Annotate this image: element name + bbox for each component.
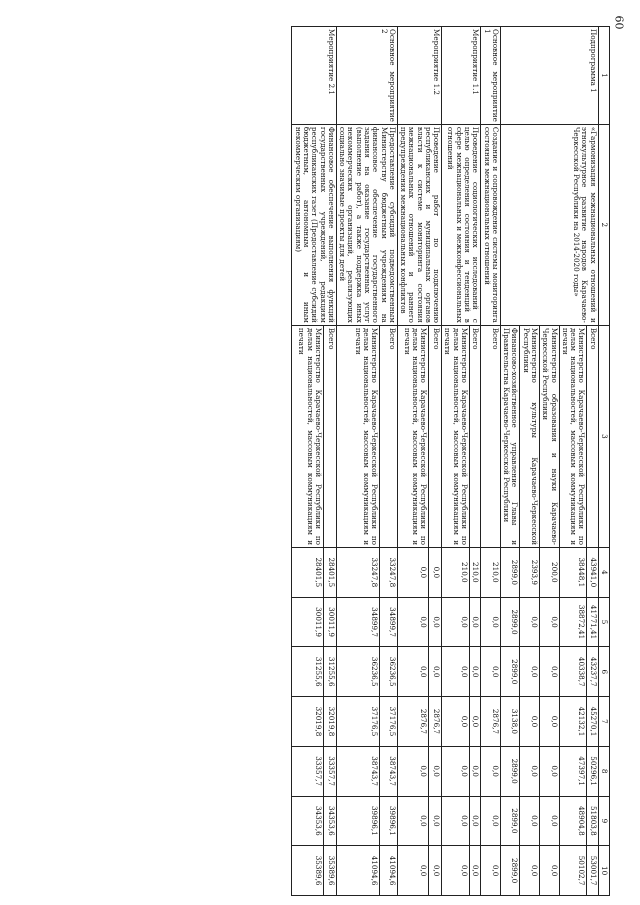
budget-value: 0,0 bbox=[397, 846, 429, 896]
budget-value: 38448,1 bbox=[559, 547, 587, 597]
budget-value: 0,0 bbox=[442, 697, 470, 747]
executor-name: Министерство образования и науки Карачаево-Черкесской Республики bbox=[540, 325, 560, 547]
column-header: 8 bbox=[598, 746, 609, 796]
budget-value: 37176,5 bbox=[336, 697, 379, 747]
budget-value: 38743,7 bbox=[336, 746, 379, 796]
budget-value: 41771,41 bbox=[587, 597, 598, 647]
budget-value: 34899,7 bbox=[336, 597, 379, 647]
budget-value: 34353,6 bbox=[324, 796, 337, 846]
budget-value: 43237,7 bbox=[587, 647, 598, 697]
budget-value: 41094,6 bbox=[380, 846, 398, 896]
column-header: 7 bbox=[598, 697, 609, 747]
budget-value: 43941,0 bbox=[587, 547, 598, 597]
column-header: 4 bbox=[598, 547, 609, 597]
budget-value: 38872,41 bbox=[559, 597, 587, 647]
executor-name: Министерство Карачаево-Черкесской Республики по делам национальностей, массовым коммуникациям и печати bbox=[442, 325, 470, 547]
budget-value: 33357,7 bbox=[292, 746, 324, 796]
executor-name: Министерство Карачаево-Черкесской Республики по делам национальностей, массовым коммуникациям и печати bbox=[292, 325, 324, 547]
budget-value: 36236,5 bbox=[336, 647, 379, 697]
budget-value: 47397,1 bbox=[559, 746, 587, 796]
budget-value: 33357,7 bbox=[324, 746, 337, 796]
executor-name: Всего bbox=[380, 325, 398, 547]
budget-value: 0,0 bbox=[442, 796, 470, 846]
budget-value: 0,0 bbox=[540, 746, 560, 796]
program-name: Проведение работ по подключению республиканских и муниципальных органов власти к системе мониторинга состояния межнациональных отношений и раннего предупреждения межнациональных конфликтов bbox=[397, 124, 441, 325]
budget-value: 2899,0 bbox=[500, 796, 520, 846]
budget-value: 0,0 bbox=[520, 647, 540, 697]
budget-value: 2899,0 bbox=[500, 547, 520, 597]
budget-value: 0,0 bbox=[429, 846, 442, 896]
budget-value: 34899,7 bbox=[380, 597, 398, 647]
rotated-table-container bbox=[35, 26, 610, 896]
budget-value: 0,0 bbox=[470, 597, 481, 647]
budget-value: 0,0 bbox=[481, 597, 501, 647]
budget-value: 0,0 bbox=[429, 796, 442, 846]
budget-value: 2876,7 bbox=[429, 697, 442, 747]
budget-value: 2899,0 bbox=[500, 746, 520, 796]
budget-value: 31255,6 bbox=[324, 647, 337, 697]
budget-value: 0,0 bbox=[442, 597, 470, 647]
budget-value: 0,0 bbox=[481, 846, 501, 896]
budget-value: 0,0 bbox=[520, 796, 540, 846]
executor-name: Министерство Карачаево-Черкесской Республики по делам национальностей, массовым коммуникациям и печати bbox=[559, 325, 587, 547]
budget-value: 48904,8 bbox=[559, 796, 587, 846]
budget-value: 0,0 bbox=[397, 647, 429, 697]
budget-value: 33247,8 bbox=[336, 547, 379, 597]
budget-value: 40338,7 bbox=[559, 647, 587, 697]
program-name: Финансовое обеспечение выполнения функций государственных учреждений, редакциям республиканских газет (Предоставление субсидий бюджетным, автономным и иным некоммерческим организациям) bbox=[292, 124, 336, 325]
budget-value: 0,0 bbox=[397, 796, 429, 846]
executor-name: Министерство Карачаево-Черкесской Республики по делам национальностей, массовым коммуникациям и печати bbox=[336, 325, 379, 547]
budget-value: 0,0 bbox=[540, 697, 560, 747]
budget-value: 45270,1 bbox=[587, 697, 598, 747]
budget-value: 0,0 bbox=[470, 746, 481, 796]
executor-name: Министерство Карачаево-Черкесской Республики по делам национальностей, массовым коммуникациям и печати bbox=[397, 325, 429, 547]
executor-name: Всего bbox=[587, 325, 598, 547]
program-name: «Гармонизация межнациональных отношений и этнокультурное развитие народов Карачаево-Черкесской Республики на 2014-2020 годы» bbox=[500, 124, 598, 325]
budget-value: 30011,9 bbox=[292, 597, 324, 647]
column-header: 5 bbox=[598, 597, 609, 647]
executor-name: Министерство культуры Карачаево-Черкесской Республики bbox=[520, 325, 540, 547]
budget-value: 0,0 bbox=[442, 846, 470, 896]
budget-value: 0,0 bbox=[397, 597, 429, 647]
header-row bbox=[598, 27, 609, 896]
executor-name: Всего bbox=[470, 325, 481, 547]
column-header: 9 bbox=[598, 796, 609, 846]
budget-value: 50102,7 bbox=[559, 846, 587, 896]
budget-value: 0,0 bbox=[540, 597, 560, 647]
program-name: Проведение социологических исследований с целью определения состояния и тенденций в сфере межнациональных и межконфессиональных отношений bbox=[442, 124, 481, 325]
budget-value: 200,0 bbox=[540, 547, 560, 597]
budget-value: 0,0 bbox=[540, 846, 560, 896]
program-code: Основное мероприятие 2 bbox=[336, 27, 397, 125]
budget-value: 3138,0 bbox=[500, 697, 520, 747]
budget-value: 0,0 bbox=[442, 647, 470, 697]
budget-value: 28401,5 bbox=[292, 547, 324, 597]
column-header: 6 bbox=[598, 647, 609, 697]
budget-value: 28401,5 bbox=[324, 547, 337, 597]
executor-name: Всего bbox=[429, 325, 442, 547]
executor-name: Финансово-хозяйственное управление Главы и Правительства Карачаево-Черкесской Республики bbox=[500, 325, 520, 547]
budget-value: 2899,0 bbox=[500, 846, 520, 896]
budget-value: 0,0 bbox=[540, 647, 560, 697]
table-row bbox=[481, 27, 501, 896]
table-row bbox=[587, 27, 598, 896]
budget-value: 41094,6 bbox=[336, 846, 379, 896]
program-code: Основное мероприятие 1 bbox=[481, 27, 501, 125]
budget-value: 0,0 bbox=[520, 697, 540, 747]
budget-value: 53001,7 bbox=[587, 846, 598, 896]
table-body bbox=[292, 27, 598, 896]
budget-value: 0,0 bbox=[520, 846, 540, 896]
budget-value: 0,0 bbox=[397, 746, 429, 796]
budget-value: 31255,6 bbox=[292, 647, 324, 697]
budget-value: 0,0 bbox=[481, 746, 501, 796]
budget-value: 0,0 bbox=[429, 547, 442, 597]
budget-value: 35389,6 bbox=[292, 846, 324, 896]
budget-value: 2876,7 bbox=[397, 697, 429, 747]
executor-name: Всего bbox=[481, 325, 501, 547]
budget-value: 0,0 bbox=[470, 697, 481, 747]
page-number: 60 bbox=[612, 15, 626, 30]
table-row bbox=[380, 27, 398, 896]
budget-value: 2393,9 bbox=[520, 547, 540, 597]
budget-value: 0,0 bbox=[397, 547, 429, 597]
budget-value: 0,0 bbox=[470, 846, 481, 896]
budget-value: 32019,8 bbox=[292, 697, 324, 747]
budget-value: 2876,7 bbox=[481, 697, 501, 747]
column-header: 2 bbox=[598, 124, 609, 325]
budget-value: 210,0 bbox=[481, 547, 501, 597]
budget-value: 33247,8 bbox=[380, 547, 398, 597]
budget-value: 51803,8 bbox=[587, 796, 598, 846]
budget-value: 36236,5 bbox=[380, 647, 398, 697]
budget-value: 50296,1 bbox=[587, 746, 598, 796]
program-code: Мероприятие 1.1 bbox=[442, 27, 481, 125]
program-name: Предоставление субсидий подведомственным Министерству бюджетным учреждениям на финансовое обеспечение государственного задания на оказание государственных услуг (выполнение работ), а также поддержка иных некоммерческих организаций, реализующих социально значимые проекты для детей bbox=[336, 124, 397, 325]
program-name: Создание и сопровождение системы мониторинга состояния межнациональных отношений bbox=[481, 124, 501, 325]
column-header: 1 bbox=[598, 27, 609, 125]
budget-value: 39896,1 bbox=[380, 796, 398, 846]
budget-value: 0,0 bbox=[442, 746, 470, 796]
budget-value: 34353,6 bbox=[292, 796, 324, 846]
budget-value: 39896,1 bbox=[336, 796, 379, 846]
budget-value: 0,0 bbox=[470, 796, 481, 846]
column-header: 3 bbox=[598, 325, 609, 547]
program-code: Подпрограмма 1 bbox=[500, 27, 598, 125]
budget-value: 210,0 bbox=[470, 547, 481, 597]
budget-value: 2899,0 bbox=[500, 597, 520, 647]
budget-value: 0,0 bbox=[540, 796, 560, 846]
budget-value: 0,0 bbox=[429, 746, 442, 796]
table-row bbox=[470, 27, 481, 896]
table-row bbox=[324, 27, 337, 896]
budget-value: 0,0 bbox=[429, 597, 442, 647]
budget-value: 0,0 bbox=[470, 647, 481, 697]
budget-value: 30011,9 bbox=[324, 597, 337, 647]
table-row bbox=[429, 27, 442, 896]
budget-table bbox=[291, 26, 610, 896]
budget-value: 35389,6 bbox=[324, 846, 337, 896]
budget-value: 0,0 bbox=[481, 796, 501, 846]
budget-value: 37176,5 bbox=[380, 697, 398, 747]
budget-value: 42132,1 bbox=[559, 697, 587, 747]
budget-value: 0,0 bbox=[520, 597, 540, 647]
budget-value: 210,0 bbox=[442, 547, 470, 597]
column-header: 10 bbox=[598, 846, 609, 896]
budget-value: 38743,7 bbox=[380, 746, 398, 796]
budget-value: 0,0 bbox=[429, 647, 442, 697]
executor-name: Всего bbox=[324, 325, 337, 547]
budget-value: 0,0 bbox=[520, 746, 540, 796]
budget-value: 32019,8 bbox=[324, 697, 337, 747]
budget-value: 0,0 bbox=[481, 647, 501, 697]
budget-value: 2899,0 bbox=[500, 647, 520, 697]
program-code: Мероприятие 2.1 bbox=[292, 27, 336, 125]
program-code: Мероприятие 1.2 bbox=[397, 27, 441, 125]
